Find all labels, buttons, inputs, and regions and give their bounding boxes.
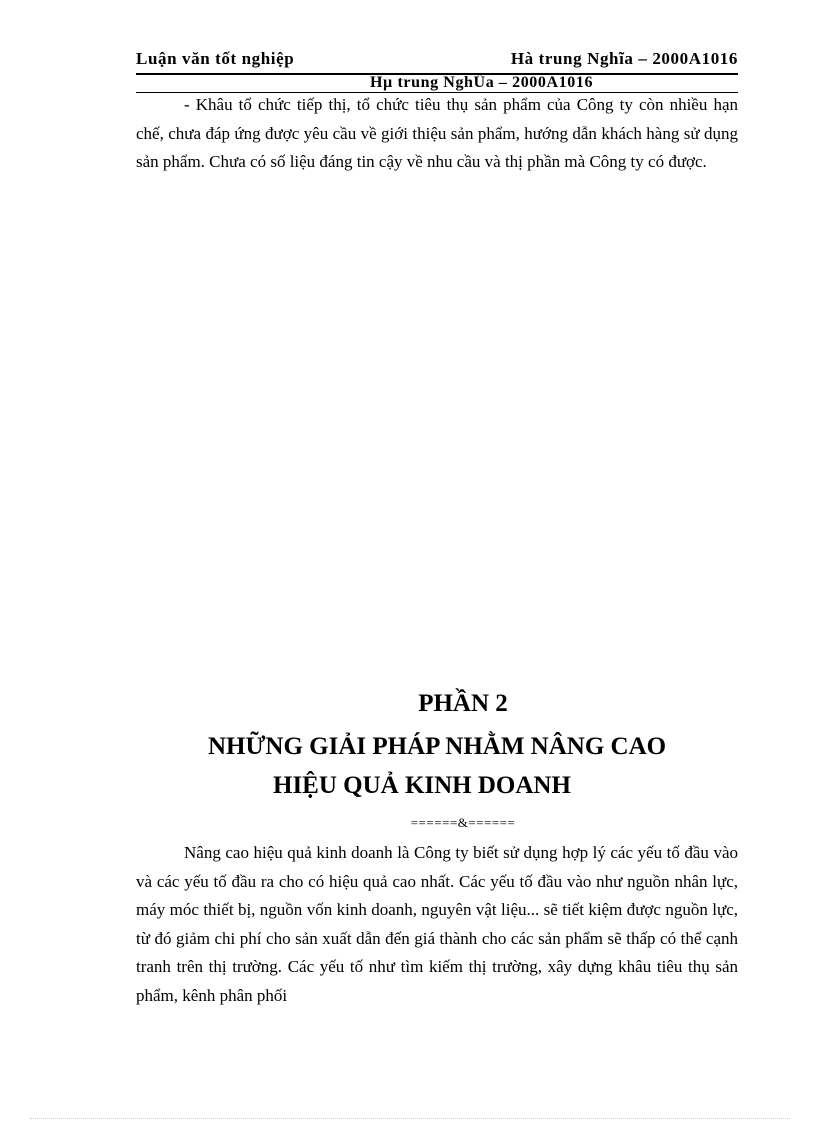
header-thesis-title: Luận văn tốt nghiệp: [136, 49, 295, 68]
header-ghost-text: Hµ trung NghÜa – 2000A1016: [370, 74, 594, 91]
header-author: Hà trung Nghĩa – 2000A1016: [510, 49, 738, 68]
section-divider: ======&======: [410, 815, 516, 830]
body-paragraph-1: - Khâu tổ chức tiếp thị, tổ chức tiêu thụ sản phẩm của Công ty còn nhiều hạn chế, chưa đáp ứng được yêu cầu về giới thiệu sản phẩm, hướng dẫn khách hàng sử dụng sản phẩm. Chưa có số liệu đáng tin cậy về nhu cầu và thị phần mà Công ty có được.: [136, 95, 738, 172]
part-title: PHẦN 2: [418, 690, 508, 717]
page-bottom-border: [30, 1118, 790, 1119]
page-header: [136, 47, 738, 73]
body-paragraph-2: Nâng cao hiệu quả kinh doanh là Công ty biết sử dụng hợp lý các yếu tố đầu vào và các yếu tố đầu ra cho có hiệu quả cao nhất. Các yếu tố đầu vào như nguồn nhân lực, máy móc thiết bị, nguồn vốn kinh doanh, nguyên vật liệu... sẽ tiết kiệm được nguồn lực, từ đó giảm chi phí cho sản xuất dẫn đến giá thành cho các sản phẩm sẽ thấp có thể cạnh tranh trên thị trường. Các yếu tố như tìm kiếm thị trường, xây dựng khâu tiêu thụ sản phẩm, kênh phân phối: [136, 843, 738, 1005]
part-heading-line-1: NHỮNG GIẢI PHÁP NHẰM NÂNG CAO: [208, 733, 667, 760]
part-heading-line-2: HIỆU QUẢ KINH DOANH: [273, 772, 571, 799]
